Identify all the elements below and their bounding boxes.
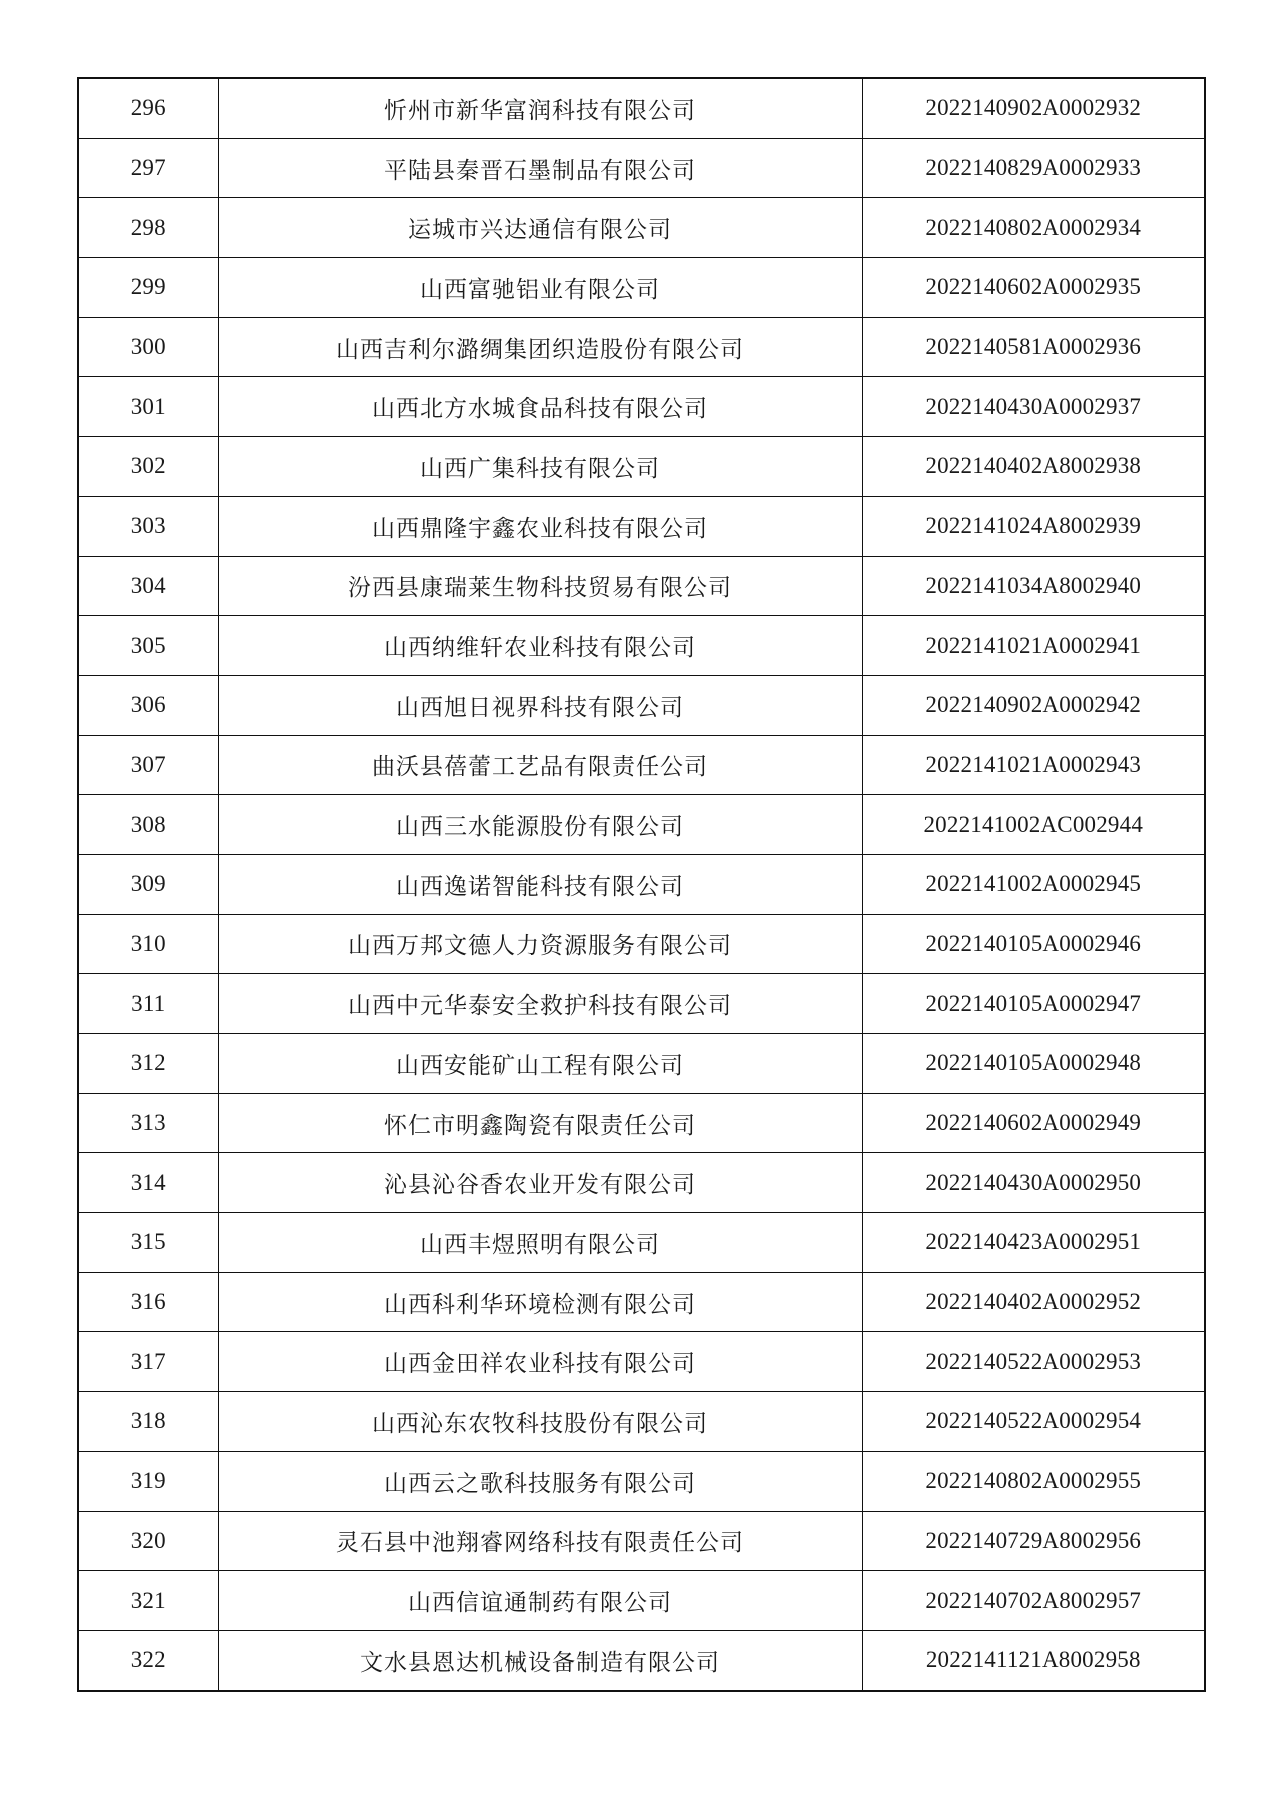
- row-number-cell: 302: [78, 437, 218, 497]
- table-row: [78, 556, 1205, 616]
- row-number-cell: 309: [78, 854, 218, 914]
- table-row: [78, 1571, 1205, 1631]
- table-row: [78, 198, 1205, 258]
- table-row: [78, 1213, 1205, 1273]
- table-row: [78, 1511, 1205, 1571]
- row-number-cell: 310: [78, 914, 218, 974]
- table-row: [78, 317, 1205, 377]
- registration-code-cell: 2022140829A0002933: [862, 138, 1205, 198]
- row-number-cell: 297: [78, 138, 218, 198]
- row-number-cell: 308: [78, 795, 218, 855]
- row-number-cell: 303: [78, 496, 218, 556]
- registration-code-cell: 2022140105A0002948: [862, 1034, 1205, 1094]
- row-number-cell: 312: [78, 1034, 218, 1094]
- table-body: [78, 78, 1205, 1691]
- registration-code-cell: 2022140581A0002936: [862, 317, 1205, 377]
- company-registry-table: [77, 77, 1206, 1692]
- table-row: [78, 1093, 1205, 1153]
- company-name-cell: 山西沁东农牧科技股份有限公司: [218, 1392, 862, 1452]
- table-row: [78, 437, 1205, 497]
- row-number-cell: 300: [78, 317, 218, 377]
- company-name-cell: 山西万邦文德人力资源服务有限公司: [218, 914, 862, 974]
- company-name-cell: 曲沃县蓓蕾工艺品有限责任公司: [218, 735, 862, 795]
- registration-code-cell: 2022141024A8002939: [862, 496, 1205, 556]
- registration-code-cell: 2022140430A0002950: [862, 1153, 1205, 1213]
- company-name-cell: 沁县沁谷香农业开发有限公司: [218, 1153, 862, 1213]
- row-number-cell: 313: [78, 1093, 218, 1153]
- row-number-cell: 320: [78, 1511, 218, 1571]
- company-name-cell: 山西富驰铝业有限公司: [218, 258, 862, 318]
- row-number-cell: 317: [78, 1332, 218, 1392]
- row-number-cell: 298: [78, 198, 218, 258]
- row-number-cell: 321: [78, 1571, 218, 1631]
- registration-code-cell: 2022140602A0002935: [862, 258, 1205, 318]
- row-number-cell: 306: [78, 675, 218, 735]
- registration-code-cell: 2022141002AC002944: [862, 795, 1205, 855]
- company-name-cell: 运城市兴达通信有限公司: [218, 198, 862, 258]
- company-name-cell: 山西三水能源股份有限公司: [218, 795, 862, 855]
- registration-code-cell: 2022140522A0002953: [862, 1332, 1205, 1392]
- row-number-cell: 316: [78, 1272, 218, 1332]
- company-name-cell: 山西吉利尔潞绸集团织造股份有限公司: [218, 317, 862, 377]
- row-number-cell: 318: [78, 1392, 218, 1452]
- row-number-cell: 305: [78, 616, 218, 676]
- table-row: [78, 258, 1205, 318]
- row-number-cell: 311: [78, 974, 218, 1034]
- company-name-cell: 山西旭日视界科技有限公司: [218, 675, 862, 735]
- registration-code-cell: 2022140430A0002937: [862, 377, 1205, 437]
- company-name-cell: 山西纳维轩农业科技有限公司: [218, 616, 862, 676]
- registration-code-cell: 2022141121A8002958: [862, 1630, 1205, 1690]
- registration-code-cell: 2022140423A0002951: [862, 1213, 1205, 1273]
- table-row: [78, 1630, 1205, 1690]
- company-name-cell: 山西云之歌科技服务有限公司: [218, 1451, 862, 1511]
- row-number-cell: 314: [78, 1153, 218, 1213]
- company-name-cell: 山西安能矿山工程有限公司: [218, 1034, 862, 1094]
- company-name-cell: 山西北方水城食品科技有限公司: [218, 377, 862, 437]
- registration-code-cell: 2022140105A0002946: [862, 914, 1205, 974]
- company-name-cell: 怀仁市明鑫陶瓷有限责任公司: [218, 1093, 862, 1153]
- table-row: [78, 1272, 1205, 1332]
- table-row: [78, 795, 1205, 855]
- table-row: [78, 496, 1205, 556]
- registration-code-cell: 2022140602A0002949: [862, 1093, 1205, 1153]
- company-name-cell: 汾西县康瑞莱生物科技贸易有限公司: [218, 556, 862, 616]
- table-row: [78, 1392, 1205, 1452]
- company-name-cell: 忻州市新华富润科技有限公司: [218, 78, 862, 138]
- registration-code-cell: 2022141021A0002941: [862, 616, 1205, 676]
- row-number-cell: 322: [78, 1630, 218, 1690]
- company-name-cell: 山西丰煜照明有限公司: [218, 1213, 862, 1273]
- table-row: [78, 675, 1205, 735]
- company-name-cell: 山西科利华环境检测有限公司: [218, 1272, 862, 1332]
- row-number-cell: 301: [78, 377, 218, 437]
- table-row: [78, 1332, 1205, 1392]
- row-number-cell: 319: [78, 1451, 218, 1511]
- table-row: [78, 377, 1205, 437]
- registration-code-cell: 2022140105A0002947: [862, 974, 1205, 1034]
- table-row: [78, 78, 1205, 138]
- registration-code-cell: 2022140902A0002932: [862, 78, 1205, 138]
- company-name-cell: 山西信谊通制药有限公司: [218, 1571, 862, 1631]
- row-number-cell: 307: [78, 735, 218, 795]
- table-row: [78, 1451, 1205, 1511]
- company-name-cell: 平陆县秦晋石墨制品有限公司: [218, 138, 862, 198]
- table-row: [78, 735, 1205, 795]
- company-name-cell: 山西逸诺智能科技有限公司: [218, 854, 862, 914]
- company-name-cell: 文水县恩达机械设备制造有限公司: [218, 1630, 862, 1690]
- table-row: [78, 914, 1205, 974]
- registration-code-cell: 2022140902A0002942: [862, 675, 1205, 735]
- registration-code-cell: 2022141034A8002940: [862, 556, 1205, 616]
- row-number-cell: 315: [78, 1213, 218, 1273]
- company-name-cell: 山西鼎隆宇鑫农业科技有限公司: [218, 496, 862, 556]
- registration-code-cell: 2022141002A0002945: [862, 854, 1205, 914]
- registration-code-cell: 2022140402A0002952: [862, 1272, 1205, 1332]
- registration-code-cell: 2022140522A0002954: [862, 1392, 1205, 1452]
- registration-code-cell: 2022140702A8002957: [862, 1571, 1205, 1631]
- table-row: [78, 854, 1205, 914]
- registration-code-cell: 2022140402A8002938: [862, 437, 1205, 497]
- table-row: [78, 138, 1205, 198]
- table-row: [78, 1034, 1205, 1094]
- company-name-cell: 灵石县中池翔睿网络科技有限责任公司: [218, 1511, 862, 1571]
- table-row: [78, 974, 1205, 1034]
- company-name-cell: 山西金田祥农业科技有限公司: [218, 1332, 862, 1392]
- registration-code-cell: 2022141021A0002943: [862, 735, 1205, 795]
- row-number-cell: 299: [78, 258, 218, 318]
- row-number-cell: 296: [78, 78, 218, 138]
- registration-code-cell: 2022140729A8002956: [862, 1511, 1205, 1571]
- company-name-cell: 山西中元华泰安全救护科技有限公司: [218, 974, 862, 1034]
- table-row: [78, 616, 1205, 676]
- company-name-cell: 山西广集科技有限公司: [218, 437, 862, 497]
- registration-code-cell: 2022140802A0002955: [862, 1451, 1205, 1511]
- registration-code-cell: 2022140802A0002934: [862, 198, 1205, 258]
- table-row: [78, 1153, 1205, 1213]
- row-number-cell: 304: [78, 556, 218, 616]
